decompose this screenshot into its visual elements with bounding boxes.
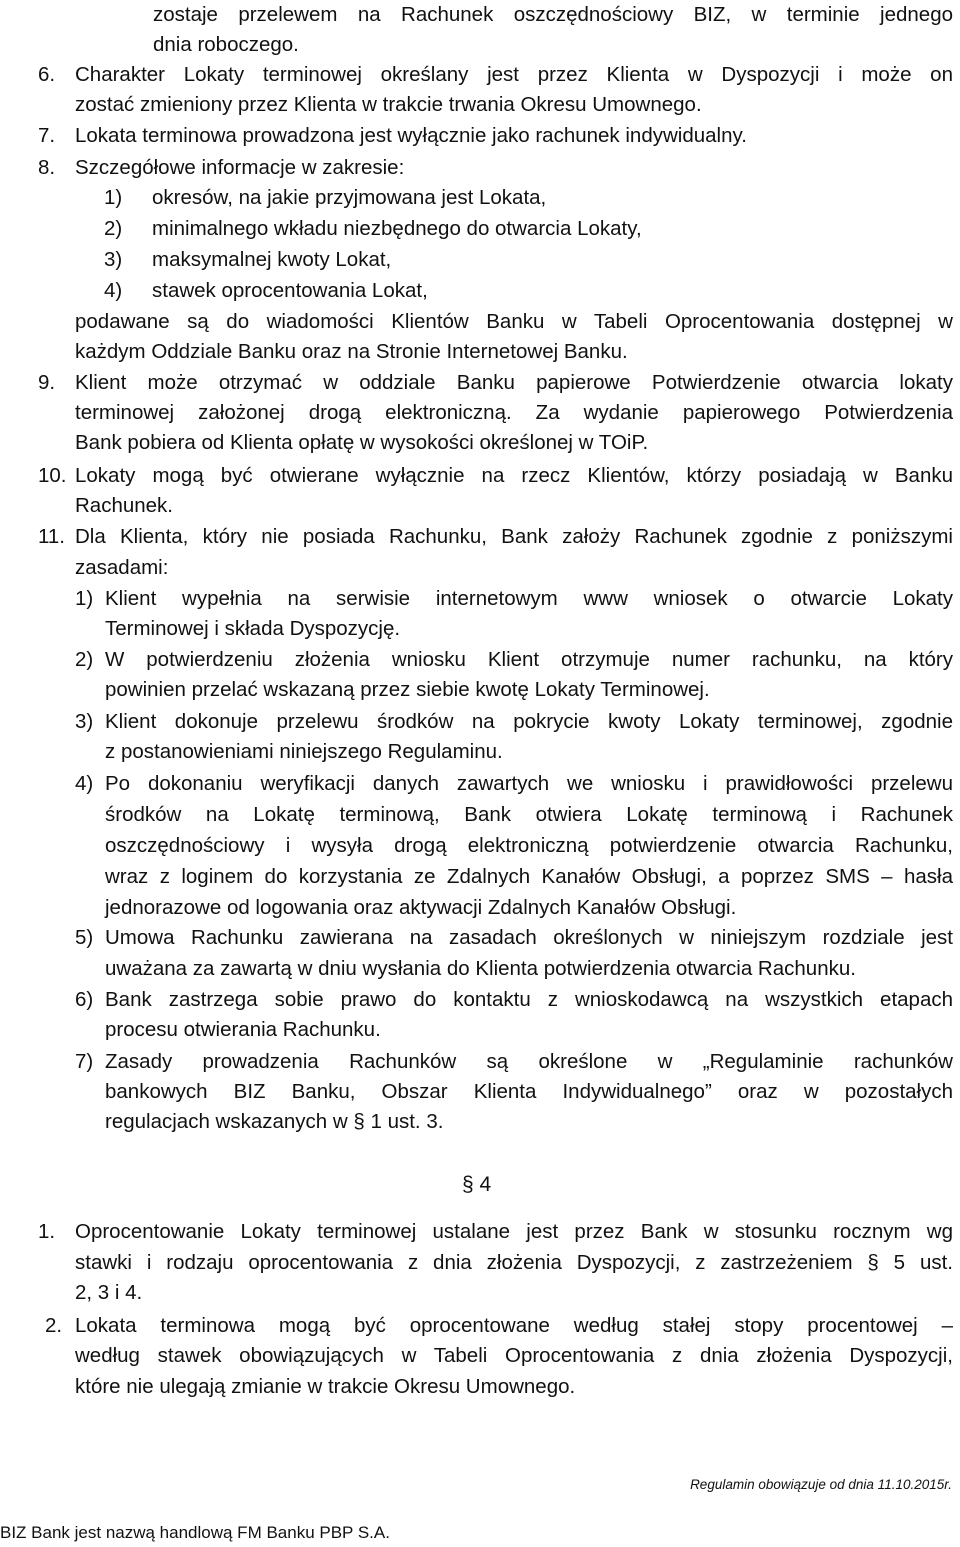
subitem-line: Terminowej i składa Dyspozycję. xyxy=(105,617,401,640)
item-number: 9. xyxy=(38,371,56,394)
subitem-number: 1) xyxy=(104,186,123,209)
item-number: 2. xyxy=(45,1314,63,1337)
paragraph-line: dnia roboczego. xyxy=(153,33,299,56)
paragraph-line: zasadami: xyxy=(75,556,169,579)
subitem-number: 7) xyxy=(75,1050,94,1073)
paragraph-line: Dla Klienta, który nie posiada Rachunku, Bank założy Rachunek zgodnie z poniższymi xyxy=(75,525,953,548)
item-number: 6. xyxy=(38,63,56,86)
paragraph-line: Lokata terminowa mogą być oprocentowane według stałej stopy procentowej – xyxy=(75,1314,953,1337)
paragraph-line: zostać zmieniony przez Klienta w trakcie trwania Okresu Umownego. xyxy=(75,93,702,116)
paragraph-line: Lokaty mogą być otwierane wyłącznie na rzecz Klientów, którzy posiadają w Banku xyxy=(75,464,953,487)
subitem-line: Bank zastrzega sobie prawo do kontaktu z wnioskodawcą na wszystkich etapach xyxy=(105,988,953,1011)
subitem-text: stawek oprocentowania Lokat, xyxy=(152,279,428,302)
subitem-line: Zasady prowadzenia Rachunków są określone w „Regulaminie rachunków xyxy=(105,1050,953,1073)
subitem-line: oszczędnościowy i wysyła drogą elektroniczną potwierdzenie otwarcia Rachunku, xyxy=(105,834,953,857)
subitem-line: bankowych BIZ Banku, Obszar Klienta Indywidualnego” oraz w pozostałych xyxy=(105,1080,953,1103)
subitem-line: regulacjach wskazanych w § 1 ust. 3. xyxy=(105,1110,444,1133)
subitem-line: procesu otwierania Rachunku. xyxy=(105,1018,381,1041)
paragraph-line: podawane są do wiadomości Klientów Banku w Tabeli Oprocentowania dostępnej w xyxy=(75,310,953,333)
subitem-number: 6) xyxy=(75,988,94,1011)
subitem-number: 2) xyxy=(75,648,94,671)
item-number: 10. xyxy=(38,464,67,487)
subitem-line: środków na Lokatę terminową, Bank otwiera Lokatę terminową i Rachunek xyxy=(105,803,953,826)
paragraph-line: 2, 3 i 4. xyxy=(75,1281,143,1304)
paragraph-line: które nie ulegają zmianie w trakcie Okresu Umownego. xyxy=(75,1375,576,1398)
paragraph-line: Rachunek. xyxy=(75,494,174,517)
subitem-line: Klient wypełnia na serwisie internetowym www wniosek o otwarcie Lokaty xyxy=(105,587,953,610)
subitem-line: z postanowieniami niniejszego Regulaminu. xyxy=(105,740,503,763)
paragraph-line: Oprocentowanie Lokaty terminowej ustalane jest przez Bank w stosunku rocznym wg xyxy=(75,1220,953,1243)
subitem-line: Po dokonaniu weryfikacji danych zawartych we wniosku i prawidłowości przelewu xyxy=(105,772,953,795)
paragraph-line: Szczegółowe informacje w zakresie: xyxy=(75,156,405,179)
item-number: 7. xyxy=(38,124,56,147)
company-note: BIZ Bank jest nazwą handlową FM Banku PBP S.A. xyxy=(0,1523,390,1542)
subitem-number: 4) xyxy=(104,279,123,302)
paragraph-line: Lokata terminowa prowadzona jest wyłącznie jako rachunek indywidualny. xyxy=(75,124,747,147)
section-heading: § 4 xyxy=(462,1173,492,1196)
subitem-text: okresów, na jakie przyjmowana jest Lokata, xyxy=(152,186,547,209)
paragraph-line: według stawek obowiązujących w Tabeli Oprocentowania z dnia złożenia Dyspozycji, xyxy=(75,1344,953,1367)
subitem-line: powinien przelać wskazaną przez siebie kwotę Lokaty Terminowej. xyxy=(105,678,710,701)
paragraph-line: każdym Oddziale Banku oraz na Stronie Internetowej Banku. xyxy=(75,340,628,363)
subitem-line: wraz z loginem do korzystania ze Zdalnych Kanałów Obsługi, a poprzez SMS – hasła xyxy=(105,865,953,888)
subitem-line: uważana za zawartą w dniu wysłania do Klienta potwierdzenia otwarcia Rachunku. xyxy=(105,957,856,980)
subitem-number: 2) xyxy=(104,217,123,240)
item-number: 1. xyxy=(38,1220,56,1243)
subitem-text: maksymalnej kwoty Lokat, xyxy=(152,248,392,271)
subitem-text: minimalnego wkładu niezbędnego do otwarcia Lokaty, xyxy=(152,217,642,240)
paragraph-line: stawki i rodzaju oprocentowania z dnia złożenia Dyspozycji, z zastrzeżeniem § 5 ust. xyxy=(75,1251,953,1274)
subitem-number: 3) xyxy=(75,710,94,733)
subitem-line: Klient dokonuje przelewu środków na pokrycie kwoty Lokaty terminowej, zgodnie xyxy=(105,710,953,733)
subitem-number: 4) xyxy=(75,772,94,795)
paragraph-line: zostaje przelewem na Rachunek oszczędnościowy BIZ, w terminie jednego xyxy=(153,3,953,26)
subitem-line: jednorazowe od logowania oraz aktywacji Zdalnych Kanałów Obsługi. xyxy=(105,896,737,919)
subitem-number: 3) xyxy=(104,248,123,271)
paragraph-line: terminowej założonej drogą elektroniczną. Za wydanie papierowego Potwierdzenia xyxy=(75,401,953,424)
paragraph-line: Bank pobiera od Klienta opłatę w wysokości określonej w TOiP. xyxy=(75,431,649,454)
subitem-line: W potwierdzeniu złożenia wniosku Klient otrzymuje numer rachunku, na który xyxy=(105,648,953,671)
subitem-number: 5) xyxy=(75,926,94,949)
subitem-number: 1) xyxy=(75,587,94,610)
item-number: 8. xyxy=(38,156,56,179)
paragraph-line: Charakter Lokaty terminowej określany jest przez Klienta w Dyspozycji i może on xyxy=(75,63,953,86)
effective-date-note: Regulamin obowiązuje od dnia 11.10.2015r. xyxy=(690,1477,952,1492)
paragraph-line: Klient może otrzymać w oddziale Banku papierowe Potwierdzenie otwarcia lokaty xyxy=(75,371,953,394)
subitem-line: Umowa Rachunku zawierana na zasadach określonych w niniejszym rozdziale jest xyxy=(105,926,953,949)
item-number: 11. xyxy=(38,525,65,548)
